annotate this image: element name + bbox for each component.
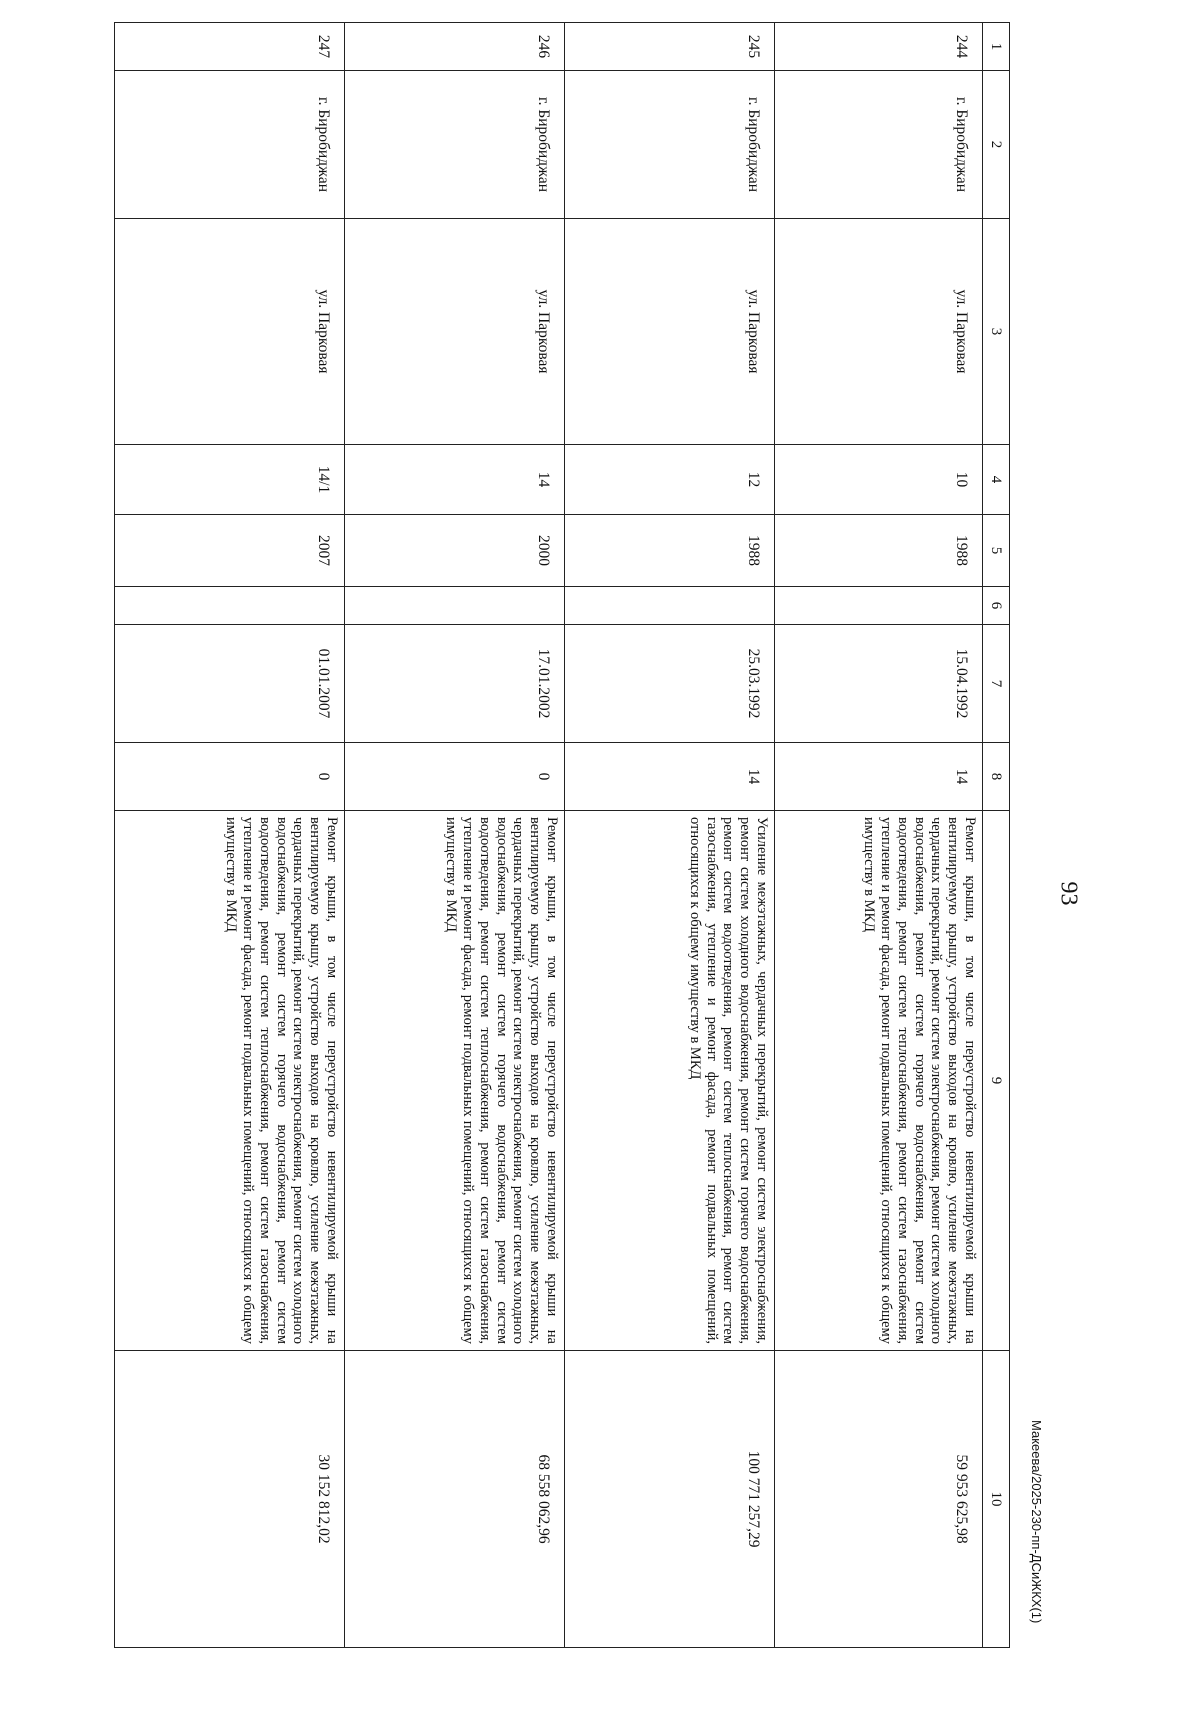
street-cell: ул. Парковая	[115, 219, 345, 445]
table-row	[565, 23, 775, 1648]
row-number: 246	[345, 23, 565, 71]
register-table-rotated	[115, 22, 1010, 1647]
header-cell: 2	[983, 71, 1010, 219]
street-cell: ул. Парковая	[775, 219, 983, 445]
city-cell: г. Биробиджан	[115, 71, 345, 219]
col8-cell: 14	[775, 743, 983, 811]
house-cell: 10	[775, 445, 983, 515]
works-cell: Ремонт крыши, в том числе переустройство невентилируемой крыши на вентилируемую крышу, устройство выходов на кровлю, усиление межэтажных, чердачных перекрытий, ремонт систем электроснабжения, ремонт систем холодного водоснабжения, ремонт систем горячего водоснабжения, ремонт систем водоотведения, ремонт систем теплоснабжения, ремонт систем газоснабжения, утепление и ремонт фасада, ремонт подвальных помещений, относящихся к общему имуществу в МКД	[345, 811, 565, 1351]
city-cell: г. Биробиджан	[775, 71, 983, 219]
year-cell: 2000	[345, 515, 565, 587]
table-row	[775, 23, 983, 1648]
row-number: 245	[565, 23, 775, 71]
col6-cell	[565, 587, 775, 625]
page-number: 93	[1055, 881, 1082, 906]
col6-cell	[345, 587, 565, 625]
year-cell: 1988	[775, 515, 983, 587]
header-row	[983, 23, 1010, 1648]
date-cell: 15.04.1992	[775, 625, 983, 743]
city-cell: г. Биробиджан	[565, 71, 775, 219]
table-row	[345, 23, 565, 1648]
works-cell: Ремонт крыши, в том числе переустройство невентилируемой крыши на вентилируемую крышу, устройство выходов на кровлю, усиление межэтажных, чердачных перекрытий, ремонт систем электроснабжения, ремонт систем холодного водоснабжения, ремонт систем горячего водоснабжения, ремонт систем водоотведения, ремонт систем теплоснабжения, ремонт систем газоснабжения, утепление и ремонт фасада, ремонт подвальных помещений, относящихся к общему имуществу в МКД	[115, 811, 345, 1351]
row-number: 244	[775, 23, 983, 71]
street-cell: ул. Парковая	[565, 219, 775, 445]
col8-cell: 0	[115, 743, 345, 811]
amount-cell: 68 558 062,96	[345, 1351, 565, 1648]
amount-cell: 30 152 812,02	[115, 1351, 345, 1648]
header-cell: 10	[983, 1351, 1010, 1648]
street-cell: ул. Парковая	[345, 219, 565, 445]
register-table	[114, 22, 1010, 1648]
works-cell: Усиление межэтажных, чердачных перекрытий, ремонт систем электроснабжения, ремонт систем холодного водоснабжения, ремонт систем горячего водоснабжения, ремонт систем водоотведения, ремонт систем теплоснабжения, ремонт систем газоснабжения, утепление и ремонт фасада, ремонт подвальных помещений, относящихся к общему имуществу в МКД	[565, 811, 775, 1351]
col6-cell	[115, 587, 345, 625]
amount-cell: 100 771 257,29	[565, 1351, 775, 1648]
city-cell: г. Биробиджан	[345, 71, 565, 219]
date-cell: 25.03.1992	[565, 625, 775, 743]
header-cell: 7	[983, 625, 1010, 743]
header-cell: 4	[983, 445, 1010, 515]
row-number: 247	[115, 23, 345, 71]
header-cell: 5	[983, 515, 1010, 587]
date-cell: 01.01.2007	[115, 625, 345, 743]
amount-cell: 59 953 625,98	[775, 1351, 983, 1648]
header-cell: 9	[983, 811, 1010, 1351]
header-cell: 1	[983, 23, 1010, 71]
date-cell: 17.01.2002	[345, 625, 565, 743]
header-cell: 3	[983, 219, 1010, 445]
house-cell: 12	[565, 445, 775, 515]
header-cell: 6	[983, 587, 1010, 625]
table-row	[115, 23, 345, 1648]
col8-cell: 0	[345, 743, 565, 811]
works-cell: Ремонт крыши, в том числе переустройство невентилируемой крыши на вентилируемую крышу, устройство выходов на кровлю, усиление межэтажных, чердачных перекрытий, ремонт систем электроснабжения, ремонт систем холодного водоснабжения, ремонт систем горячего водоснабжения, ремонт систем водоотведения, ремонт систем теплоснабжения, ремонт систем газоснабжения, утепление и ремонт фасада, ремонт подвальных помещений, относящихся к общему имуществу в МКД	[775, 811, 983, 1351]
col6-cell	[775, 587, 983, 625]
year-cell: 2007	[115, 515, 345, 587]
header-cell: 8	[983, 743, 1010, 811]
house-cell: 14	[345, 445, 565, 515]
col8-cell: 14	[565, 743, 775, 811]
house-cell: 14/1	[115, 445, 345, 515]
document-footer: Макеева/2025-230-пп-ДСиЖКХ(1)	[1029, 1420, 1044, 1624]
year-cell: 1988	[565, 515, 775, 587]
